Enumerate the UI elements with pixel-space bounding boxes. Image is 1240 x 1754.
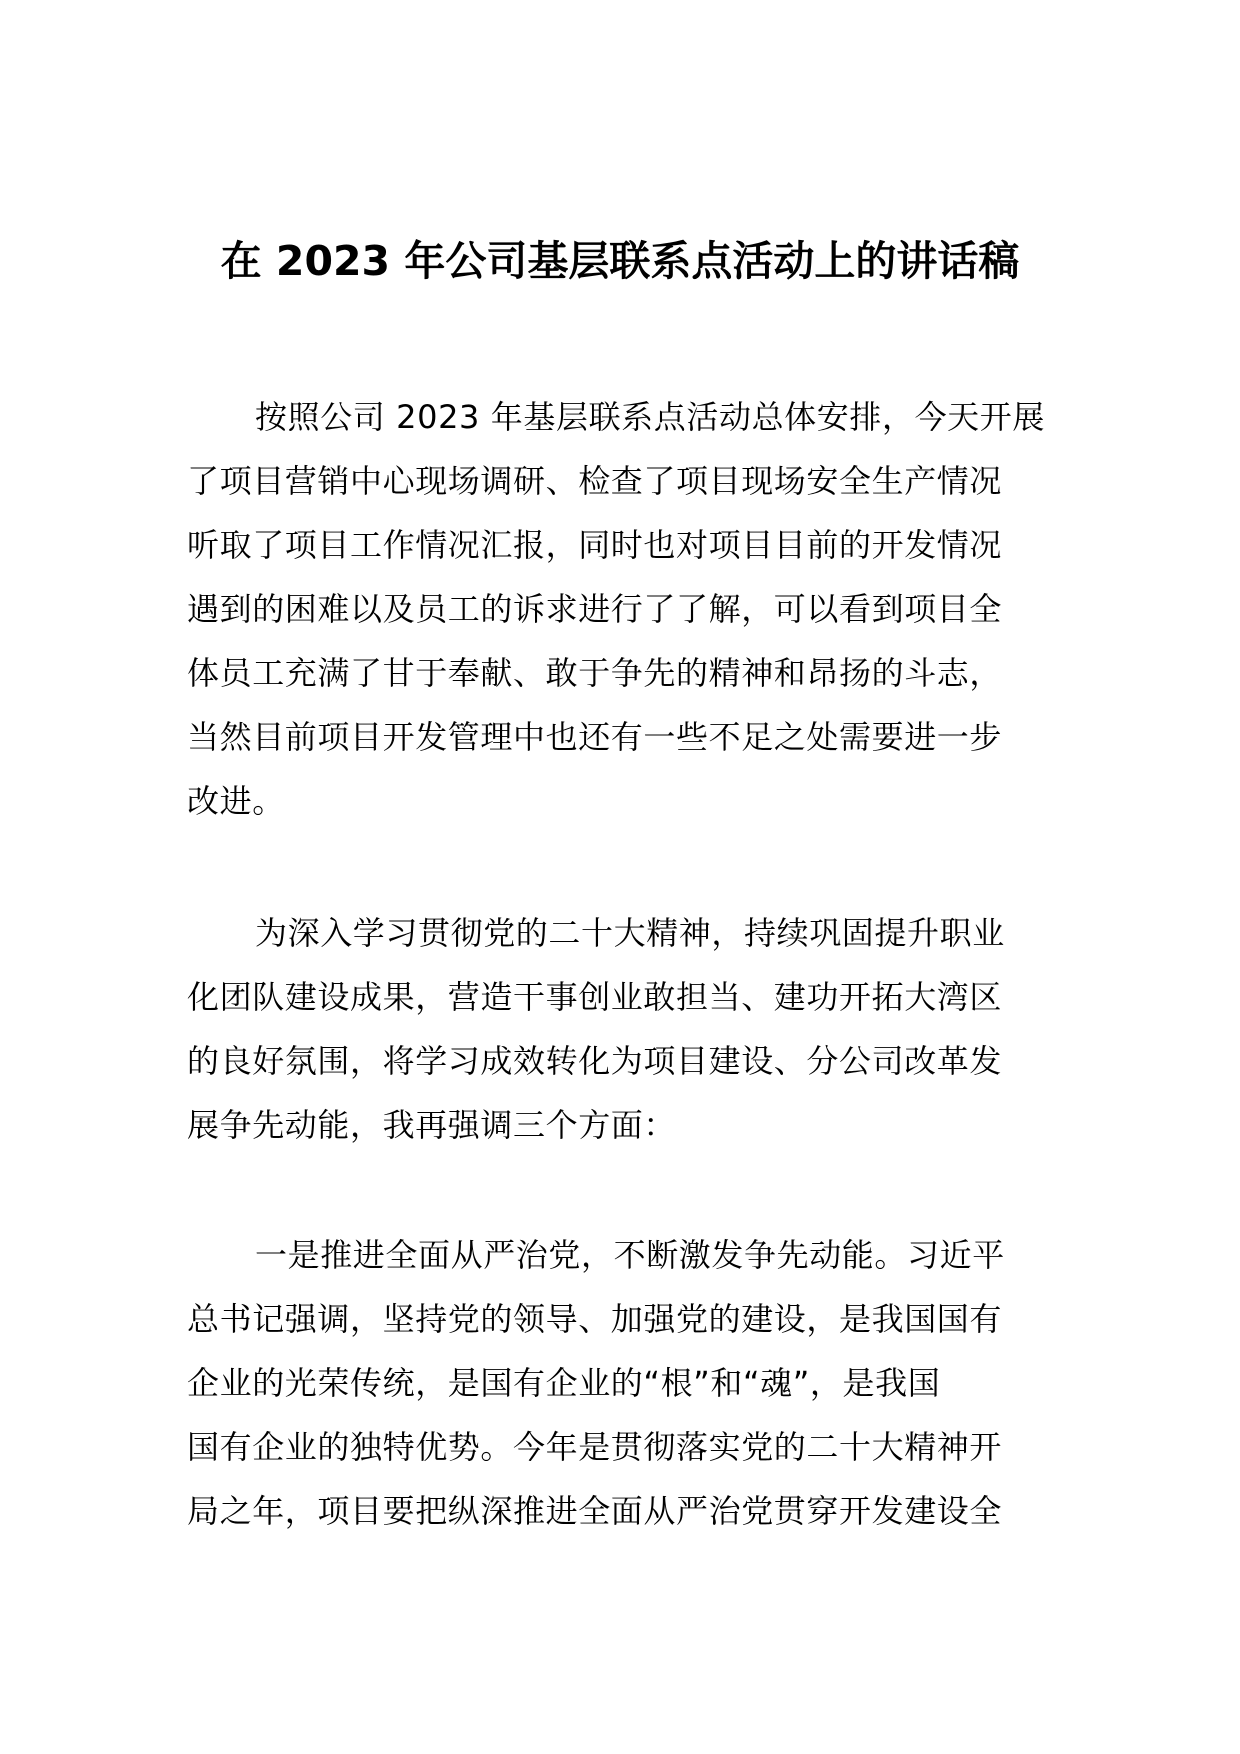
text-line: 的良好氛围，将学习成效转化为项目建设、分公司改革发 (187, 1042, 1003, 1080)
text-line: 为深入学习贯彻党的二十大精神，持续巩固提升职业 (255, 914, 1005, 952)
text-line: 企业的光荣传统，是国有企业的“根”和“魂”，是我国 (187, 1364, 941, 1402)
text-line: 局之年，项目要把纵深推进全面从严治党贯穿开发建设全 (187, 1492, 1003, 1530)
text-line: 体员工充满了甘于奉献、敢于争先的精神和昂扬的斗志， (187, 654, 1003, 692)
text-line: 一是推进全面从严治党，不断激发争先动能。习近平 (255, 1236, 1005, 1274)
text-line: 国有企业的独特优势。今年是贯彻落实党的二十大精神开 (187, 1428, 1003, 1466)
paragraph-intro (187, 385, 1067, 833)
text-line: 展争先动能，我再强调三个方面： (187, 1106, 677, 1144)
document-title: 在 2023 年公司基层联系点活动上的讲话稿 (220, 237, 1020, 286)
text-line: 按照公司 2023 年基层联系点活动总体安排，今天开展 (255, 398, 1045, 436)
paragraph-purpose (187, 901, 1067, 1157)
text-line: 遇到的困难以及员工的诉求进行了了解，可以看到项目全 (187, 590, 1003, 628)
text-line: 总书记强调，坚持党的领导、加强党的建设，是我国国有 (187, 1300, 1003, 1338)
text-line: 当然目前项目开发管理中也还有一些不足之处需要进一步 (187, 718, 1003, 756)
paragraph-point-one (187, 1223, 1067, 1543)
text-line: 化团队建设成果，营造干事创业敢担当、建功开拓大湾区 (187, 978, 1003, 1016)
text-line: 听取了项目工作情况汇报，同时也对项目目前的开发情况 (187, 526, 1003, 564)
text-line: 改进。 (187, 782, 285, 820)
text-line: 了项目营销中心现场调研、检查了项目现场安全生产情况 (187, 462, 1003, 500)
